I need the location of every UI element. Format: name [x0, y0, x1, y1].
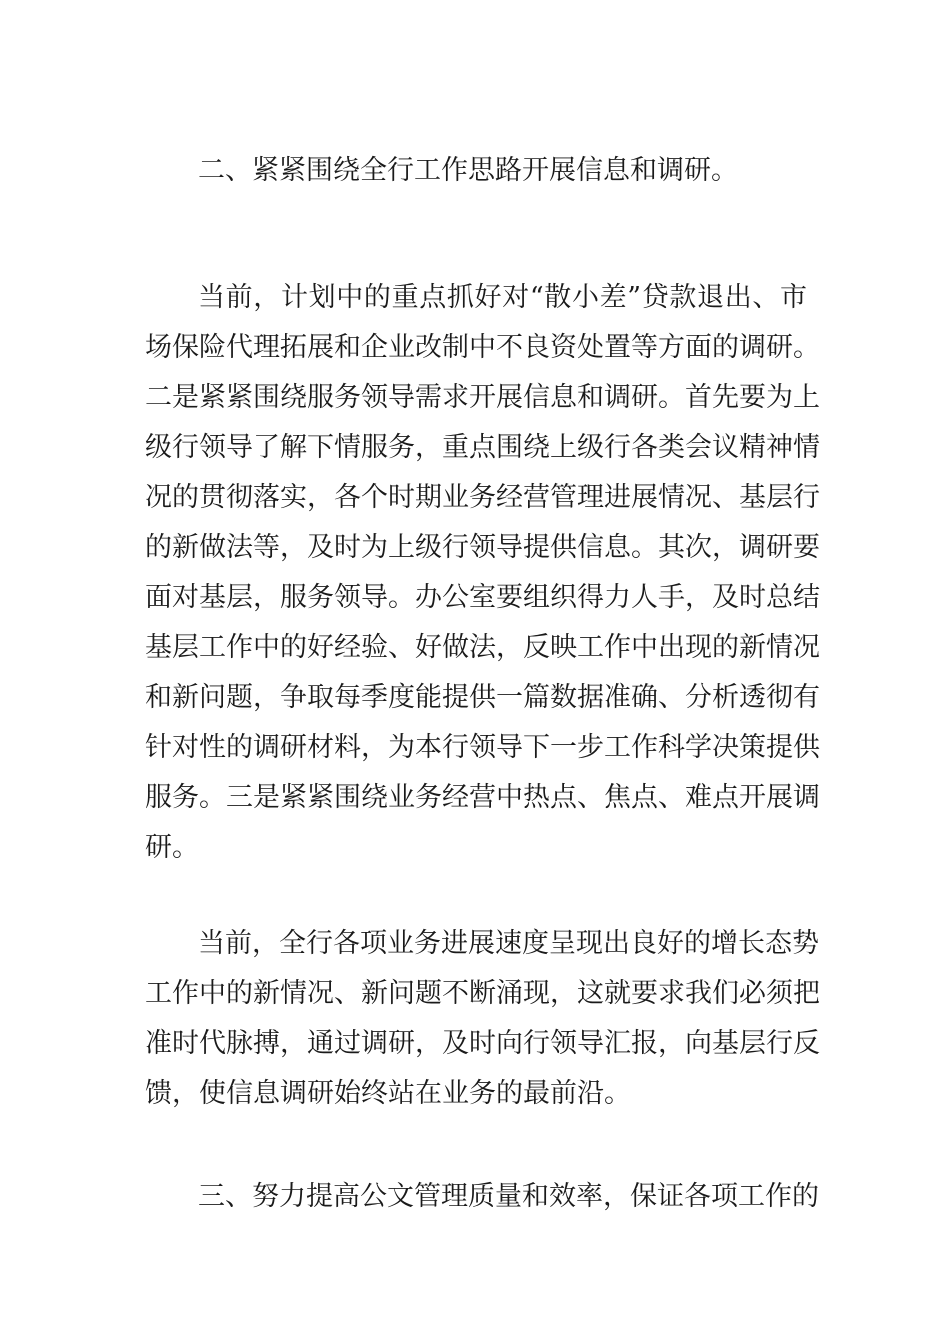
paragraph-line: 和新问题，争取每季度能提供一篇数据准确、分析透彻有 — [145, 682, 820, 713]
paragraph-line: 服务。三是紧紧围绕业务经营中热点、焦点、难点开展调 — [145, 782, 820, 813]
body-paragraph-1 — [145, 273, 820, 873]
paragraph-line: 研。 — [145, 832, 199, 863]
heading-line: 二、紧紧围绕全行工作思路开展信息和调研。 — [198, 155, 738, 186]
section-heading-2 — [145, 146, 807, 196]
paragraph-line: 馈，使信息调研始终站在业务的最前沿。 — [145, 1078, 631, 1109]
paragraph-line: 针对性的调研材料，为本行领导下一步工作科学决策提供 — [145, 732, 820, 763]
body-paragraph-2 — [145, 919, 820, 1119]
paragraph-line: 场保险代理拓展和企业改制中不良资处置等方面的调研。 — [145, 332, 820, 363]
paragraph-line: 工作中的新情况、新问题不断涌现，这就要求我们必须把 — [145, 978, 820, 1009]
paragraph-line: 二是紧紧围绕服务领导需求开展信息和调研。首先要为上 — [145, 382, 820, 413]
paragraph-line: 当前，计划中的重点抓好对“散小差”贷款退出、市 — [198, 282, 807, 313]
paragraph-line: 当前，全行各项业务进展速度呈现出良好的增长态势 — [198, 928, 819, 959]
paragraph-line: 的新做法等，及时为上级行领导提供信息。其次，调研要 — [145, 532, 820, 563]
paragraph-line: 况的贯彻落实，各个时期业务经营管理进展情况、基层行 — [145, 482, 820, 513]
paragraph-line: 基层工作中的好经验、好做法，反映工作中出现的新情况 — [145, 632, 820, 663]
section-heading-3 — [145, 1172, 819, 1222]
paragraph-line: 面对基层，服务领导。办公室要组织得力人手，及时总结 — [145, 582, 820, 613]
paragraph-line: 准时代脉搏，通过调研，及时向行领导汇报，向基层行反 — [145, 1028, 820, 1059]
heading-line: 三、努力提高公文管理质量和效率，保证各项工作的 — [198, 1181, 819, 1212]
paragraph-line: 级行领导了解下情服务，重点围绕上级行各类会议精神情 — [145, 432, 820, 463]
